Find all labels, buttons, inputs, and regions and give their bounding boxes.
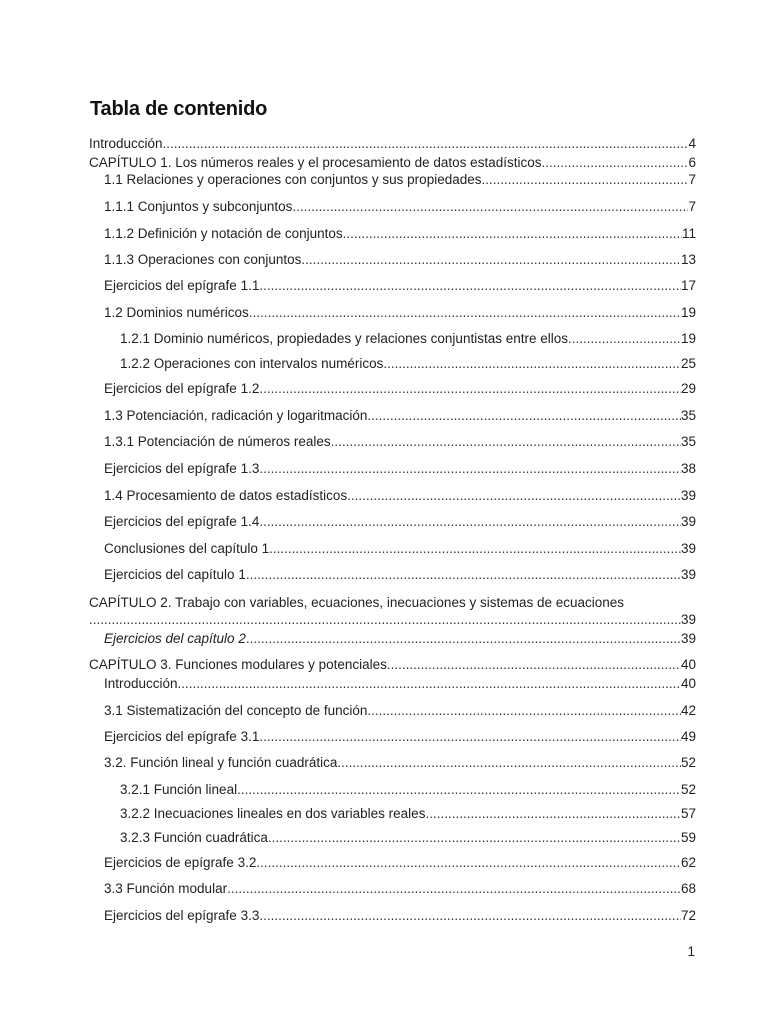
toc-entry[interactable]	[104, 676, 696, 692]
toc-entry-page: 25	[680, 356, 696, 371]
leader-dots	[256, 855, 681, 871]
toc-entry-label: 1.1 Relaciones y operaciones con conjuntos y sus propiedades	[104, 172, 482, 187]
toc-entry-page: 38	[680, 461, 696, 476]
toc-entry-page: 39	[680, 541, 696, 556]
leader-dots	[301, 252, 681, 268]
leader-dots	[331, 434, 681, 450]
toc-entry-page: 52	[680, 755, 696, 770]
toc-entry-label: Conclusiones del capítulo 1	[104, 541, 270, 556]
toc-entry-page: 49	[680, 729, 696, 744]
leader-dots	[482, 172, 689, 188]
toc-entry-page: 17	[680, 278, 696, 293]
leader-dots	[337, 755, 681, 771]
toc-entry[interactable]	[104, 881, 696, 897]
toc-title: Tabla de contenido	[90, 98, 268, 120]
toc-entry-page: 39	[680, 567, 696, 582]
toc-entry[interactable]	[104, 252, 696, 268]
leader-dots	[259, 278, 681, 294]
leader-dots	[259, 729, 681, 745]
toc-entry[interactable]	[120, 782, 696, 798]
toc-entry[interactable]	[104, 703, 696, 719]
leader-dots	[367, 408, 681, 424]
toc-entry-page: 39	[680, 488, 696, 503]
toc-entry-label: Ejercicios del capítulo 1	[104, 567, 246, 582]
toc-entry-label: 3.2.1 Función lineal	[120, 782, 238, 797]
toc-entry-page: 39	[680, 612, 696, 627]
toc-entry-page: 59	[680, 830, 696, 845]
leader-dots	[249, 305, 681, 321]
leader-dots	[269, 541, 681, 557]
leader-dots	[259, 514, 681, 530]
toc-entry[interactable]	[104, 434, 696, 450]
toc-entry-label: 3.2.2 Inecuaciones lineales en dos variables reales	[120, 806, 426, 821]
toc-entry-page: 42	[680, 703, 696, 718]
toc-entry[interactable]	[120, 356, 696, 372]
toc-entry-chapter-2-label[interactable]: CAPÍTULO 2. Trabajo con variables, ecuaciones, inecuaciones y sistemas de ecuaciones	[89, 595, 625, 610]
toc-entry-label: 3.2. Función lineal y función cuadrática	[104, 755, 338, 770]
leader-dots	[292, 199, 688, 215]
leader-dots	[268, 830, 681, 846]
toc-entry[interactable]	[104, 729, 696, 745]
toc-entry-page: 40	[680, 676, 696, 691]
leader-dots	[347, 488, 681, 504]
toc-entry[interactable]	[104, 408, 696, 424]
toc-entry-page: 39	[680, 631, 696, 646]
toc-entry-label: Ejercicios de epígrafe 3.2	[104, 855, 257, 870]
toc-entry-label: CAPÍTULO 1. Los números reales y el procesamiento de datos estadísticos	[89, 155, 542, 170]
toc-entry-label: 3.3 Función modular	[104, 881, 228, 896]
toc-entry-label: CAPÍTULO 3. Funciones modulares y potenciales	[89, 657, 387, 672]
toc-entry-label: Ejercicios del epígrafe 1.2	[104, 381, 260, 396]
toc-entry-label: 3.2.3 Función cuadrática	[120, 830, 268, 845]
toc-entry[interactable]	[104, 541, 696, 557]
toc-entry[interactable]	[104, 755, 696, 771]
leader-dots	[227, 881, 681, 897]
leader-dots	[343, 226, 682, 242]
toc-entry-label: Ejercicios del epígrafe 1.4	[104, 514, 260, 529]
toc-entry[interactable]	[104, 172, 696, 188]
toc-entry[interactable]	[104, 855, 696, 871]
toc-entry-page: 40	[680, 657, 696, 672]
toc-entry-label: 1.2.2 Operaciones con intervalos numéricos	[120, 356, 384, 371]
toc-entry-label: 1.3.1 Potenciación de números reales	[104, 434, 331, 449]
toc-entry-page: 6	[688, 155, 696, 170]
toc-entry-label: 1.1.2 Definición y notación de conjuntos	[104, 226, 343, 241]
toc-entry-page: 11	[681, 226, 696, 241]
toc-entry[interactable]	[104, 381, 696, 397]
leader-dots	[163, 136, 689, 152]
toc-entry[interactable]	[120, 331, 696, 347]
toc-entry-label: 1.1.1 Conjuntos y subconjuntos	[104, 199, 293, 214]
page-number: 1	[687, 944, 695, 959]
leader-dots	[259, 381, 681, 397]
toc-entry[interactable]	[104, 631, 696, 647]
toc-entry-label: Introducción	[104, 676, 178, 691]
toc-entry-page: 35	[680, 434, 696, 449]
toc-entry-chapter-2-leader[interactable]	[89, 612, 696, 628]
leader-dots	[246, 567, 681, 583]
toc-entry[interactable]	[104, 461, 696, 477]
toc-entry[interactable]	[104, 514, 696, 530]
toc-entry-label: Ejercicios del epígrafe 3.1	[104, 729, 260, 744]
toc-entry-label: 1.1.3 Operaciones con conjuntos	[104, 252, 302, 267]
toc-entry-page: 57	[680, 806, 696, 821]
toc-entry-page: 62	[680, 855, 696, 870]
toc-entry[interactable]	[89, 657, 696, 673]
toc-entry-page: 39	[680, 514, 696, 529]
toc-entry-page: 29	[680, 381, 696, 396]
leader-dots	[89, 612, 681, 628]
toc-entry[interactable]	[120, 830, 696, 846]
toc-entry[interactable]	[104, 305, 696, 321]
toc-entry-label: 1.3 Potenciación, radicación y logaritmación	[104, 408, 368, 423]
leader-dots	[367, 703, 681, 719]
toc-entry-label: Introducción	[89, 136, 163, 151]
leader-dots	[259, 461, 681, 477]
toc-entry-label: 1.2.1 Dominio numéricos, propiedades y relaciones conjuntistas entre ellos	[120, 331, 568, 346]
toc-entry-page: 19	[680, 331, 696, 346]
toc-entry-page: 52	[680, 782, 696, 797]
leader-dots	[246, 631, 681, 647]
toc-entry-label: 1.4 Procesamiento de datos estadísticos	[104, 488, 348, 503]
leader-dots	[387, 657, 681, 673]
toc-entry[interactable]	[89, 136, 696, 152]
toc-entry-page: 13	[680, 252, 696, 267]
leader-dots	[425, 806, 681, 822]
toc-entry[interactable]	[104, 908, 696, 924]
toc-entry[interactable]	[104, 199, 696, 215]
toc-entry-page: 19	[680, 305, 696, 320]
leader-dots	[568, 331, 681, 347]
toc-entry[interactable]	[104, 567, 696, 583]
toc-entry-page: 4	[688, 136, 696, 151]
leader-dots	[178, 676, 681, 692]
leader-dots	[237, 782, 681, 798]
toc-entry-label: Ejercicios del epígrafe 3.3	[104, 908, 260, 923]
leader-dots	[383, 356, 681, 372]
toc-entry-label: 3.1 Sistematización del concepto de función	[104, 703, 368, 718]
leader-dots	[259, 908, 681, 924]
toc-entry-page: 7	[688, 172, 696, 187]
toc-entry[interactable]	[89, 155, 696, 171]
toc-entry-label: Ejercicios del epígrafe 1.1	[104, 278, 260, 293]
toc-entry[interactable]	[104, 226, 696, 242]
toc-entry[interactable]	[120, 806, 696, 822]
toc-entry-page: 35	[680, 408, 696, 423]
toc-entry-label: Ejercicios del epígrafe 1.3	[104, 461, 260, 476]
toc-entry-label: 1.2 Dominios numéricos	[104, 305, 249, 320]
toc-entry-page: 68	[680, 881, 696, 896]
toc-entry-page: 72	[680, 908, 696, 923]
toc-entry[interactable]	[104, 278, 696, 294]
leader-dots	[541, 155, 688, 171]
toc-entry[interactable]	[104, 488, 696, 504]
toc-entry-page: 7	[688, 199, 696, 214]
toc-entry-label: Ejercicios del capítulo 2	[104, 631, 246, 646]
